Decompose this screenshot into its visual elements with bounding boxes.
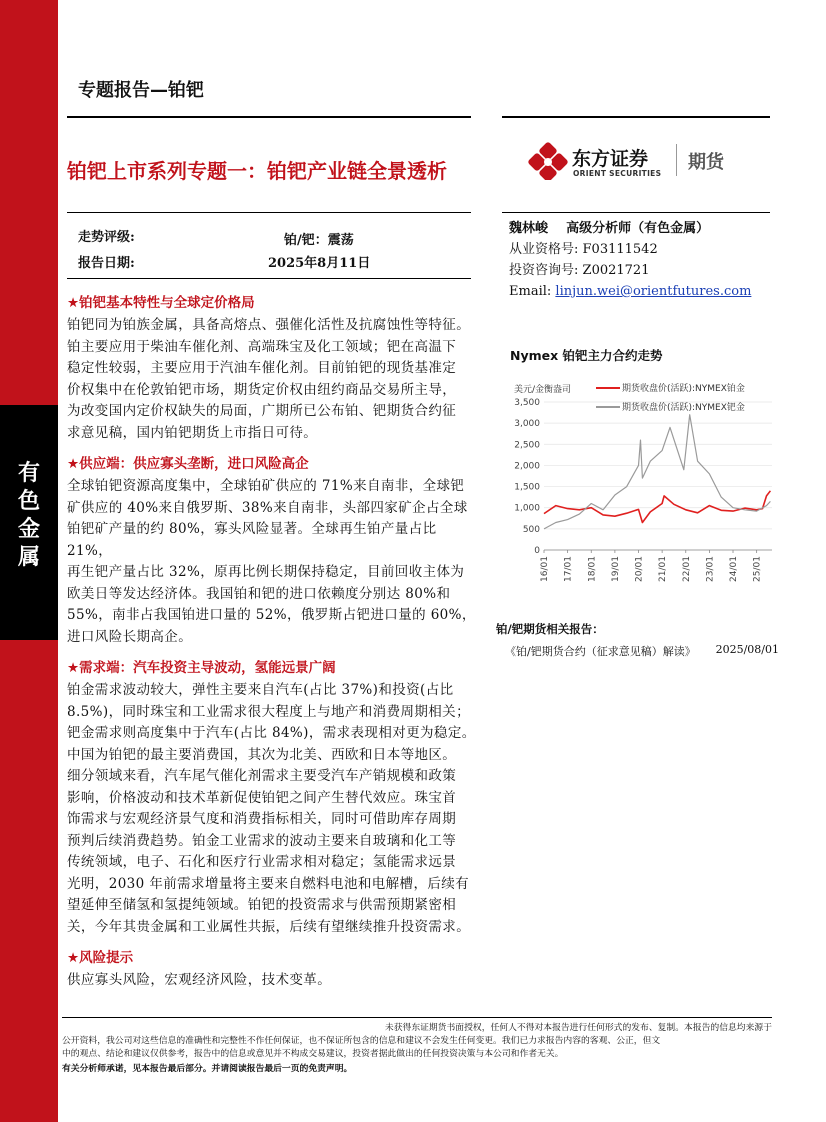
- orient-logo-icon: [528, 142, 568, 180]
- disclaimer-rule: [62, 1017, 772, 1018]
- company-logo: [528, 142, 760, 180]
- section-title: ★风险提示: [67, 950, 134, 966]
- x-tick-label: 16/01: [540, 556, 550, 582]
- rating-label: 走势评级:: [78, 230, 135, 245]
- text-line: 传统领域，电子、石化和医疗行业需求相对稳定；氢能需求远景: [67, 854, 457, 870]
- section-text: [67, 476, 477, 648]
- analyst-rule-top: [502, 212, 770, 213]
- header-rule-left: [67, 116, 471, 118]
- disclaimer-note: 有关分析师承诺，见本报告最后部分。并请阅读报告最后一页的免责声明。: [62, 1064, 353, 1074]
- disclaimer-line: 公开资料，我公司对这些信息的准确性和完整性不作任何保证，也不保证所包含的信息和建议不会发生任何变更。我们已力求报告内容的客观、公正，但文: [62, 1036, 661, 1046]
- x-tick-label: 23/01: [705, 556, 716, 582]
- text-line: 再生钯产量占比 32%，原再比例长期保持稳定，目前回收主体为: [67, 564, 465, 580]
- legend-label: 期货收盘价(活跃):NYMEX钯金: [622, 403, 745, 413]
- text-line: 为改变国内定价权缺失的局面，广期所已公布铂、钯期货合约征: [67, 403, 457, 419]
- section-title: ★需求端：汽车投资主导波动，氢能远景广阔: [67, 660, 336, 676]
- date-label: 报告日期:: [78, 256, 135, 271]
- meta-rule-bottom: [67, 278, 471, 279]
- date-value: 2025年8月11日: [268, 256, 371, 271]
- text-line: 铂钯矿产量的约 80%，寡头风险显著。全球再生铂产量占比 21%，: [67, 521, 437, 559]
- text-line: 进口风险长期高企。: [67, 628, 193, 645]
- x-tick-label: 22/01: [681, 556, 692, 582]
- y-axis-ticks: [514, 398, 540, 556]
- platinum-series-line: [544, 491, 770, 523]
- qualification-label: 从业资格号:: [509, 242, 579, 257]
- logo-divider: [676, 144, 677, 176]
- side-bar-red-top: [0, 0, 58, 405]
- y-axis-label: 美元/金衡盎司: [514, 385, 572, 395]
- y-tick-label: 2,500: [514, 440, 540, 451]
- text-line: 影响，价格波动和技术革新促使铂钯之间产生替代效应。珠宝首: [67, 789, 457, 806]
- qualification-number: F03111542: [582, 242, 658, 257]
- price-chart: [500, 372, 786, 612]
- text-line: 矿供应的 40%来自俄罗斯、38%来自南非，头部四家矿企占全球: [67, 499, 468, 516]
- section-overview: [67, 291, 477, 444]
- y-tick-label: 1,500: [514, 482, 540, 493]
- email-label: Email:: [509, 284, 552, 299]
- text-line: 铂主要应用于柴油车催化剂、高端珠宝及化工领域；钯在高温下: [67, 338, 457, 355]
- text-line: 欧美日等发达经济体。我国铂和钯的进口依赖度分别达 80%和: [67, 585, 451, 602]
- chart-legend: [596, 382, 745, 413]
- chart-grid: [544, 402, 772, 550]
- section-text: [67, 970, 477, 992]
- sector-label: 有色金属: [17, 461, 40, 570]
- analyst-name: 魏林峻 高级分析师（有色金属）: [509, 221, 710, 236]
- text-line: 求意见稿，国内铂钯期货上市指日可待。: [67, 424, 318, 441]
- related-report-date: 2025/08/01: [715, 643, 779, 656]
- disclaimer-line: 中的观点、结论和建议仅供参考，报告中的信息或意见并不构成交易建议，投资者据此做出的任何投资决策与本公司和作者无关。: [62, 1049, 564, 1059]
- logo-name-en: ORIENT SECURITIES: [573, 169, 662, 178]
- related-label: 铂/钯期货相关报告：: [496, 622, 604, 636]
- text-line: 供应寡头风险，宏观经济风险，技术变革。: [67, 972, 332, 988]
- legend-label: 期货收盘价(活跃):NYMEX铂金: [622, 384, 745, 394]
- section-demand: [67, 656, 477, 938]
- section-title: ★铂钯基本特性与全球定价格局: [67, 295, 255, 311]
- related-report-item[interactable]: [505, 643, 779, 659]
- text-line: 饰需求与宏观经济景气度和消费指标相关，同时可借助库存周期: [67, 811, 457, 827]
- side-bar-red-bottom: [0, 640, 58, 1122]
- x-axis-ticks: [540, 550, 763, 582]
- email-link[interactable]: linjun.wei@orientfutures.com: [555, 284, 752, 299]
- qualification-row: [509, 239, 658, 260]
- meta-rule-top: [67, 212, 471, 213]
- x-tick-label: 24/01: [729, 556, 740, 582]
- chart-series: [544, 415, 770, 529]
- y-tick-label: 500: [522, 524, 540, 535]
- section-text: [67, 680, 477, 938]
- y-tick-label: 0: [534, 546, 540, 556]
- text-line: 细分领域来看，汽车尾气催化剂需求主要受汽车产销规模和政策: [67, 768, 457, 784]
- text-line: 8.5%)，同时珠宝和工业需求很大程度上与地产和消费周期相关；: [67, 703, 470, 720]
- disclaimer: [62, 1022, 772, 1076]
- chart-title: Nymex 铂钯主力合约走势: [510, 348, 663, 363]
- y-tick-label: 3,500: [514, 398, 540, 408]
- header-rule-right: [502, 116, 770, 118]
- section-supply: [67, 452, 477, 648]
- disclaimer-line: 未获得东证期货书面授权，任何人不得对本报告进行任何形式的发布、复制。本报告的信息均来源于: [384, 1023, 772, 1033]
- y-tick-label: 2,000: [514, 461, 540, 472]
- x-tick-label: 21/01: [658, 556, 669, 582]
- text-line: 铂钯同为铂族金属，具备高熔点、强催化活性及抗腐蚀性等特征。: [67, 317, 471, 333]
- x-tick-label: 17/01: [563, 556, 574, 582]
- text-line: 全球铂钯资源高度集中，全球铂矿供应的 71%来自南非，全球钯: [67, 478, 465, 494]
- report-type: 专题报告—铂钯: [78, 80, 204, 101]
- text-line: 光明，2030 年前需求增量将主要来自燃料电池和电解槽，后续有: [67, 875, 470, 892]
- x-tick-label: 19/01: [610, 556, 621, 582]
- section-text: [67, 315, 477, 444]
- consult-number: Z0021721: [582, 263, 650, 278]
- section-title: ★供应端：供应寡头垄断，进口风险高企: [67, 456, 309, 472]
- section-risk: [67, 946, 477, 992]
- text-line: 关，今年其贵金属和工业属性共振，后续有望继续推升投资需求。: [67, 918, 471, 935]
- email-row: [509, 281, 751, 302]
- text-line: 预判后续消费趋势。铂金工业需求的波动主要来自玻璃和化工等: [67, 832, 457, 849]
- related-report-title[interactable]: 《铂/钯期货合约（征求意见稿）解读》: [505, 645, 696, 658]
- text-line: 稳定性较弱，主要应用于汽油车催化剂。目前铂钯的现货基准定: [67, 360, 457, 376]
- x-tick-label: 25/01: [752, 556, 763, 582]
- text-line: 望延伸至储氢和氢提纯领域。铂钯的投资需求与供需预期紧密相: [67, 897, 457, 913]
- text-line: 55%，南非占我国铂进口量的 52%，俄罗斯占钯进口量的 60%，: [67, 607, 476, 623]
- x-tick-label: 20/01: [634, 556, 645, 582]
- logo-division: 期货: [688, 152, 724, 173]
- text-line: 价权集中在伦敦铂钯市场，期货定价权由纽约商品交易所主导，: [67, 381, 457, 398]
- text-line: 钯金需求则高度集中于汽车(占比 84%)，需求表现相对更为稳定。: [67, 725, 476, 741]
- rating-value: 铂/钯：震荡: [284, 233, 354, 248]
- logo-name-cn: 东方证券: [572, 148, 649, 170]
- consult-row: [509, 260, 649, 281]
- palladium-series-line: [544, 415, 770, 529]
- y-tick-label: 3,000: [514, 419, 540, 430]
- text-line: 铂金需求波动较大，弹性主要来自汽车(占比 37%)和投资(占比: [67, 682, 454, 698]
- x-tick-label: 18/01: [587, 556, 598, 582]
- consult-label: 投资咨询号:: [509, 263, 579, 278]
- y-tick-label: 1,000: [514, 503, 540, 514]
- main-body: [67, 291, 477, 992]
- text-line: 中国为铂钯的最主要消费国，其次为北美、西欧和日本等地区。: [67, 746, 457, 763]
- page-title: 铂钯上市系列专题一：铂钯产业链全景透析: [67, 159, 447, 183]
